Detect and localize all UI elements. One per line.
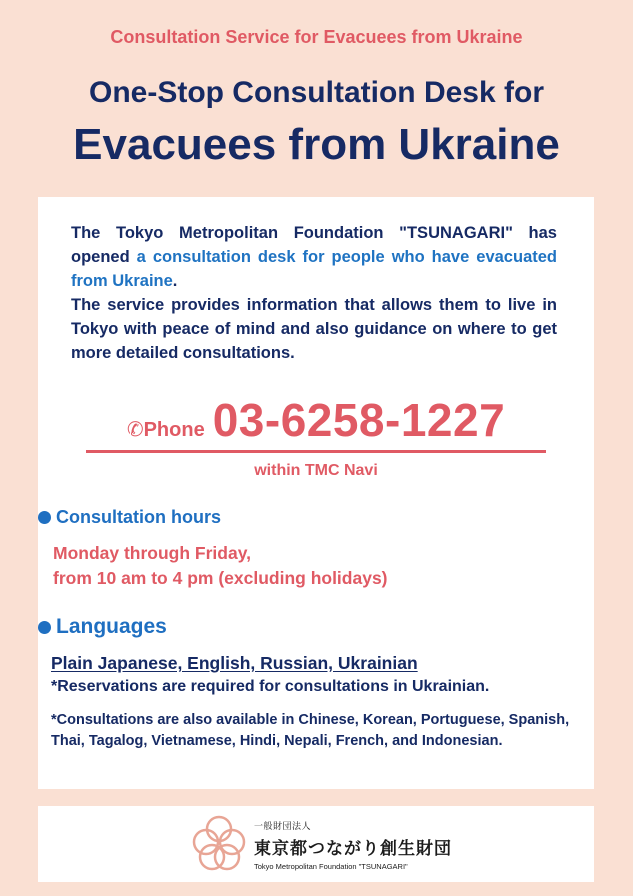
phone-number[interactable]: 03-6258-1227 xyxy=(212,394,506,446)
bullet-dot-icon xyxy=(38,511,51,524)
intro-part2: . xyxy=(172,272,178,290)
hours-line1: Monday through Friday, xyxy=(53,543,252,563)
org-name-ja: 東京都つながり創生財団 xyxy=(254,839,452,858)
phone-row xyxy=(56,393,576,447)
phone-note: within TMC Navi xyxy=(254,462,378,479)
footer xyxy=(38,806,594,882)
bullet-dot-icon xyxy=(38,621,51,634)
languages-list: Plain Japanese, English, Russian, Ukrainian xyxy=(51,653,418,673)
hours-heading xyxy=(38,507,221,528)
reservation-note: *Reservations are required for consultations in Ukrainian. xyxy=(51,678,490,695)
hours-text xyxy=(53,541,388,591)
languages-heading-label: Languages xyxy=(56,615,167,638)
intro-part1: The Tokyo Metropolitan Foundation "TSUNAGARI" has opened xyxy=(71,224,557,266)
intro-part3: The service provides information that allows them to live in Tokyo with peace of mind and also guidance on where to get more detailed consultations. xyxy=(71,296,557,362)
hours-heading-label: Consultation hours xyxy=(56,507,221,527)
title-line2: Evacuees from Ukraine xyxy=(73,120,560,169)
org-type: 一般財団法人 xyxy=(254,821,312,831)
other-languages-note: *Consultations are also available in Chinese, Korean, Portuguese, Spanish, Thai, Tagalog, Vietnamese, Hindi, Nepali, French, and Indonesian. xyxy=(51,712,570,749)
hours-line2: from 10 am to 4 pm (excluding holidays) xyxy=(53,568,388,588)
phone-underline xyxy=(86,450,546,453)
title-line1: One-Stop Consultation Desk for xyxy=(88,76,544,109)
languages-heading xyxy=(38,615,167,639)
intro-text xyxy=(71,221,557,365)
logo-text xyxy=(254,819,452,871)
phone-label: Phone xyxy=(143,419,205,441)
info-card xyxy=(38,197,594,789)
phone-icon: ✆ xyxy=(126,419,144,441)
intro-highlight: a consultation desk for people who have evacuated from Ukraine xyxy=(71,248,557,290)
flower-logo-icon xyxy=(190,813,248,875)
org-name-en: Tokyo Metropolitan Foundation "TSUNAGARI" xyxy=(254,862,408,871)
subtitle: Consultation Service for Evacuees from Ukraine xyxy=(110,27,523,47)
